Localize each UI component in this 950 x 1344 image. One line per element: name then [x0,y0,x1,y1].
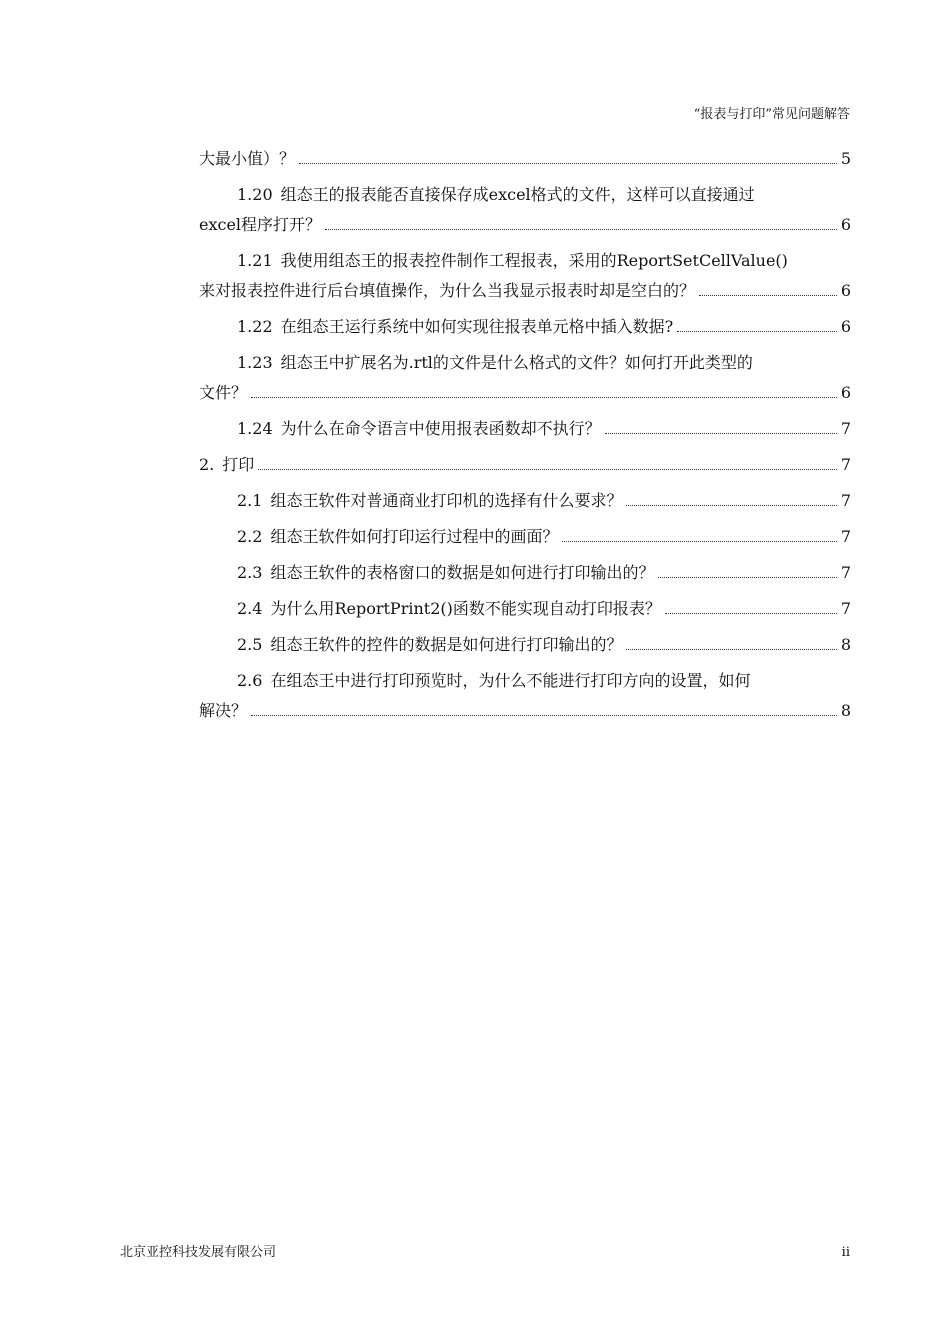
toc-entry-page: 6 [840,317,851,336]
dot-leader [699,294,837,296]
toc-entry-title: 组态王的报表能否直接保存成excel格式的文件，这样可以直接通过 [280,185,755,204]
toc-entry-number: 2.5 [237,635,263,654]
toc-entry-number: 1.20 [237,185,273,204]
dot-leader [562,540,836,542]
toc-entry-number: 2.4 [237,599,263,618]
toc-entry-title: 文件？ [199,383,248,402]
dot-leader [251,714,837,716]
dot-leader [626,504,836,506]
running-header [694,106,850,124]
toc-entry[interactable] [199,630,851,660]
toc-entry[interactable] [199,144,851,174]
dot-leader [258,468,837,470]
toc-entry-number: 1.21 [237,251,273,270]
toc-entry-page: 7 [840,527,851,546]
document-title: “报表与打印”常见问题解答 [693,107,850,122]
toc-entry-page: 8 [840,635,851,654]
toc-entry-title: 为什么在命令语言中使用报表函数却不执行？ [280,419,601,438]
toc-entry[interactable] [199,522,851,552]
toc-entry[interactable] [199,594,851,624]
toc-entry-title: 为什么用ReportPrint2()函数不能实现自动打印报表？ [270,599,661,618]
toc-entry[interactable] [199,486,851,516]
toc-entry-title: 组态王软件的控件的数据是如何进行打印输出的？ [270,635,623,654]
toc-entry-number: 1.23 [237,353,273,372]
dot-leader [677,330,837,332]
toc-entry[interactable] [199,666,851,726]
table-of-contents [199,144,851,732]
dot-leader [299,162,837,164]
toc-entry-page: 6 [840,215,851,234]
toc-entry-page: 7 [840,455,851,474]
dot-leader [665,612,837,614]
toc-entry-title: 解决？ [199,701,248,720]
toc-entry-page: 6 [840,383,851,402]
toc-entry-title: 组态王软件的表格窗口的数据是如何进行打印输出的？ [270,563,655,582]
dot-leader [658,576,836,578]
toc-entry-number: 2.3 [237,563,263,582]
page-number: ii [841,1245,850,1260]
company-name: 北京亚控科技发展有限公司 [120,1245,277,1260]
toc-entry-title: excel程序打开？ [199,215,322,234]
toc-entry[interactable] [199,414,851,444]
toc-entry-title: 组态王软件对普通商业打印机的选择有什么要求？ [270,491,623,510]
toc-entry-title: 组态王软件如何打印运行过程中的画面？ [270,527,559,546]
toc-entry[interactable] [199,246,851,306]
toc-entry[interactable] [199,180,851,240]
toc-entry-title: 在组态王运行系统中如何实现往报表单元格中插入数据? [280,317,674,336]
dot-leader [626,648,836,650]
toc-entry-number: 2.2 [237,527,263,546]
dot-leader [251,396,837,398]
toc-entry-number: 2.6 [237,671,263,690]
toc-entry-title: 我使用组态王的报表控件制作工程报表，采用的ReportSetCellValue() [280,251,788,270]
toc-entry-title: 打印 [222,455,255,474]
toc-entry-title: 组态王中扩展名为.rtl的文件是什么格式的文件？如何打开此类型的 [280,353,753,372]
dot-leader [325,228,837,230]
toc-entry-number: 1.22 [237,317,273,336]
toc-entry-number: 1.24 [237,419,273,438]
page-footer [120,1244,850,1262]
toc-entry-page: 7 [840,491,851,510]
toc-entry-page: 5 [840,149,851,168]
toc-entry-page: 6 [840,281,851,300]
toc-entry-page: 7 [840,563,851,582]
toc-entry-title: 来对报表控件进行后台填值操作，为什么当我显示报表时却是空白的？ [199,281,696,300]
toc-entry[interactable] [199,450,851,480]
toc-entry-title: 大最小值）？ [199,149,296,168]
toc-entry[interactable] [199,312,851,342]
toc-entry-page: 7 [840,419,851,438]
toc-entry[interactable] [199,348,851,408]
toc-entry[interactable] [199,558,851,588]
dot-leader [605,432,837,434]
toc-entry-number: 2.1 [237,491,263,510]
toc-entry-page: 7 [840,599,851,618]
toc-entry-number: 2. [199,455,215,474]
toc-entry-page: 8 [840,701,851,720]
toc-entry-title: 在组态王中进行打印预览时，为什么不能进行打印方向的设置，如何 [270,671,751,690]
